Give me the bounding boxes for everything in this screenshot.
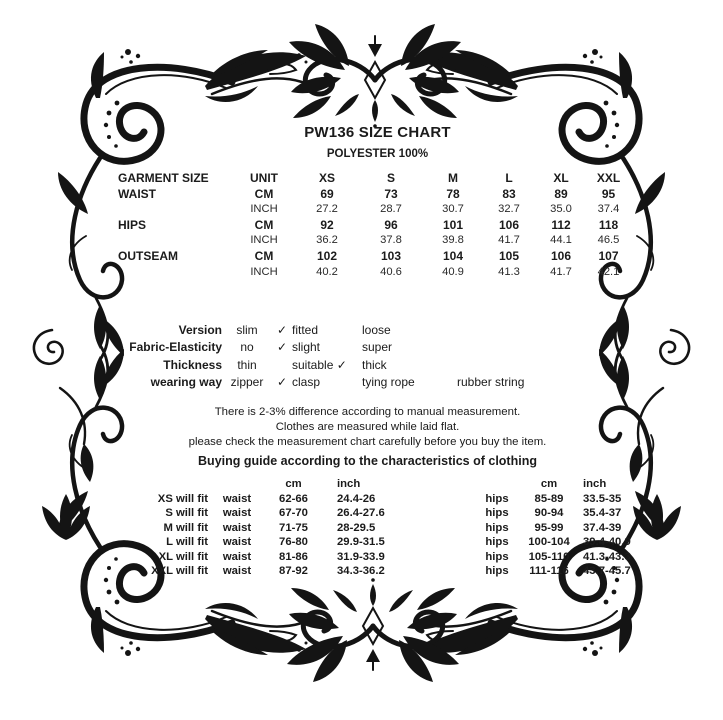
unit-cell: INCH xyxy=(250,203,278,216)
waist-label: waist xyxy=(222,565,252,577)
col-header-inch: inch xyxy=(583,478,607,490)
table-row-outseam-inch xyxy=(110,265,630,281)
chart-title: PW136 SIZE CHART xyxy=(304,124,451,141)
waist-inch-value: 28-29.5 xyxy=(337,521,376,534)
size-label: L will fit xyxy=(166,536,208,548)
option-cell: slim xyxy=(236,323,258,337)
unit-cell: CM xyxy=(254,217,274,232)
waist-inch-value: 24.4-26 xyxy=(337,492,376,505)
table-row-waist-inch xyxy=(110,202,630,218)
option-cell: slight xyxy=(292,340,321,355)
guide-row-xl xyxy=(110,550,650,565)
hips-label: hips xyxy=(485,521,509,534)
value-cell: 103 xyxy=(380,248,402,263)
waist-label: waist xyxy=(222,507,252,519)
option-cell xyxy=(457,339,630,356)
waist-cm-value: 76-80 xyxy=(279,536,308,548)
guide-row-l xyxy=(110,535,650,550)
row-label: HIPS xyxy=(118,217,147,232)
value-cell: 95 xyxy=(601,186,616,201)
value-cell: 101 xyxy=(442,217,464,232)
option-cell: fitted xyxy=(292,323,319,337)
waist-label: waist xyxy=(222,492,252,505)
buying-guide-header-row xyxy=(110,477,650,492)
option-cell: thick xyxy=(362,357,387,372)
value-cell: 89 xyxy=(554,186,568,201)
col-header-m: M xyxy=(448,171,458,185)
size-table-header-row xyxy=(110,171,630,187)
waist-cm-value: 71-75 xyxy=(279,521,308,534)
waist-cm-value: 87-92 xyxy=(279,565,308,577)
row-label: OUTSEAM xyxy=(118,248,178,263)
col-header-inch: inch xyxy=(337,478,361,490)
option-cell: rubber string xyxy=(457,375,525,390)
value-cell: 105 xyxy=(498,248,520,263)
value-cell: 96 xyxy=(384,217,398,232)
value-cell: 41.7 xyxy=(498,234,520,247)
value-cell: 35.0 xyxy=(550,203,572,216)
value-cell: 107 xyxy=(598,248,619,263)
waist-cm-value: 67-70 xyxy=(279,507,308,519)
value-cell: 104 xyxy=(442,248,464,263)
value-cell: 30.7 xyxy=(442,203,464,216)
hips-label: hips xyxy=(485,565,509,577)
hips-inch-value: 43.7-45.7 xyxy=(583,565,631,577)
option-cell: zipper xyxy=(230,375,264,390)
checkmark-icon: ✓ xyxy=(276,340,288,355)
option-cell: no xyxy=(240,340,254,355)
option-cell xyxy=(457,357,630,374)
value-cell: 42.1 xyxy=(597,265,620,278)
guide-row-s xyxy=(110,506,650,521)
col-header-garment-size: GARMENT SIZE xyxy=(118,171,209,185)
value-cell: 106 xyxy=(498,217,520,232)
value-cell: 92 xyxy=(320,217,334,232)
size-label: XL will fit xyxy=(158,550,208,563)
value-cell: 39.8 xyxy=(442,234,464,247)
fabric-subtitle: POLYESTER 100% xyxy=(326,148,429,160)
table-row-hips-cm xyxy=(110,218,630,234)
guide-row-m xyxy=(110,521,650,536)
value-cell: 28.7 xyxy=(380,203,402,216)
table-row-hips-inch xyxy=(110,233,630,249)
table-row-outseam-cm xyxy=(110,249,630,265)
value-cell: 118 xyxy=(598,217,619,232)
waist-inch-value: 29.9-31.5 xyxy=(337,536,385,548)
value-cell: 102 xyxy=(316,248,338,263)
hips-inch-value: 37.4-39 xyxy=(583,521,622,534)
hips-cm-value: 100-104 xyxy=(528,536,570,548)
value-cell: 69 xyxy=(320,186,334,201)
value-cell: 44.1 xyxy=(550,234,572,247)
fit-options-table xyxy=(110,322,630,392)
waist-label: waist xyxy=(222,550,252,563)
buying-guide-table xyxy=(110,477,650,579)
value-cell: 78 xyxy=(446,186,460,201)
value-cell: 46.5 xyxy=(597,234,620,247)
value-cell: 27.2 xyxy=(316,203,338,216)
value-cell: 36.2 xyxy=(316,234,338,247)
col-header-xxl: XXL xyxy=(596,171,621,185)
option-cell xyxy=(457,322,630,339)
col-header-unit: UNIT xyxy=(250,171,278,185)
guide-row-xs xyxy=(110,492,650,507)
option-cell: suitable ✓ xyxy=(292,357,347,372)
note-line: Clothes are measured while laid flat. xyxy=(275,421,460,433)
col-header-l: L xyxy=(505,171,513,185)
fit-row-elasticity xyxy=(110,339,630,356)
waist-inch-value: 34.3-36.2 xyxy=(337,565,385,577)
value-cell: 41.7 xyxy=(550,265,572,278)
row-label xyxy=(110,265,233,281)
fit-row-wearing-way xyxy=(110,374,630,391)
hips-cm-value: 95-99 xyxy=(534,521,564,534)
value-cell: 83 xyxy=(502,186,516,201)
fit-row-thickness xyxy=(110,357,630,374)
value-cell: 112 xyxy=(551,217,571,232)
value-cell: 40.9 xyxy=(442,265,464,278)
hips-cm-value: 105-110 xyxy=(528,550,570,563)
col-header-xs: XS xyxy=(318,171,335,185)
checkmark-icon: ✓ xyxy=(276,375,288,390)
option-cell: tying rope xyxy=(362,375,415,390)
col-header-cm: cm xyxy=(285,478,302,490)
hips-label: hips xyxy=(485,507,509,519)
value-cell: 41.3 xyxy=(498,265,520,278)
size-label: XS will fit xyxy=(157,492,208,505)
hips-label: hips xyxy=(485,550,509,563)
waist-label: waist xyxy=(222,536,252,548)
note-line: There is 2-3% difference according to manual measurement. xyxy=(214,406,521,418)
unit-cell: CM xyxy=(254,186,274,201)
note-line: please check the measurement chart carefully before you buy the item. xyxy=(188,436,547,448)
hips-inch-value: 35.4-37 xyxy=(583,507,622,519)
waist-inch-value: 31.9-33.9 xyxy=(337,550,385,563)
size-label: M will fit xyxy=(163,521,208,534)
row-label xyxy=(110,202,233,218)
hips-label: hips xyxy=(485,492,509,505)
value-cell: 40.2 xyxy=(316,265,338,278)
checkmark-icon: ✓ xyxy=(276,323,288,337)
waist-cm-value: 81-86 xyxy=(279,550,308,563)
hips-cm-value: 111-116 xyxy=(529,565,569,577)
unit-cell: CM xyxy=(254,248,274,263)
guide-row-xxl xyxy=(110,564,650,579)
fit-row-label: Thickness xyxy=(163,357,222,372)
row-label xyxy=(110,233,233,249)
value-cell: 40.6 xyxy=(380,265,402,278)
waist-inch-value: 26.4-27.6 xyxy=(337,507,385,519)
checkmark-icon xyxy=(272,357,292,374)
value-cell: 37.4 xyxy=(597,203,620,216)
col-header-cm: cm xyxy=(540,478,558,490)
hips-inch-value: 41.3-43.3 xyxy=(583,550,631,563)
hips-label: hips xyxy=(485,536,509,548)
hips-inch-value: 39.4-40.9 xyxy=(583,536,631,548)
fit-row-label: Version xyxy=(178,323,222,337)
option-cell: thin xyxy=(237,357,257,372)
hips-inch-value: 33.5-35 xyxy=(583,492,622,505)
value-cell: 37.8 xyxy=(380,234,402,247)
unit-cell: INCH xyxy=(250,234,278,247)
unit-cell: INCH xyxy=(250,265,278,278)
buying-guide-heading: Buying guide according to the characteristics of clothing xyxy=(198,454,537,468)
waist-label: waist xyxy=(222,521,252,534)
option-cell: loose xyxy=(362,323,391,337)
option-cell: super xyxy=(362,340,393,355)
value-cell: 32.7 xyxy=(498,203,520,216)
hips-cm-value: 85-89 xyxy=(534,492,564,505)
waist-cm-value: 62-66 xyxy=(279,492,308,505)
col-header-xl: XL xyxy=(553,171,569,185)
garment-size-table xyxy=(110,171,630,280)
table-row-waist-cm xyxy=(110,187,630,203)
option-cell: clasp xyxy=(292,375,321,390)
fit-row-version xyxy=(110,322,630,339)
hips-cm-value: 90-94 xyxy=(534,507,564,519)
measurement-notes xyxy=(110,405,625,470)
size-label: S will fit xyxy=(165,507,208,519)
col-header-s: S xyxy=(386,171,395,185)
size-label: XXL will fit xyxy=(151,565,208,577)
fit-row-label: Fabric-Elasticity xyxy=(129,340,222,355)
value-cell: 106 xyxy=(550,248,572,263)
fit-row-label: wearing way xyxy=(150,375,222,390)
row-label: WAIST xyxy=(118,186,156,201)
value-cell: 73 xyxy=(384,186,398,201)
